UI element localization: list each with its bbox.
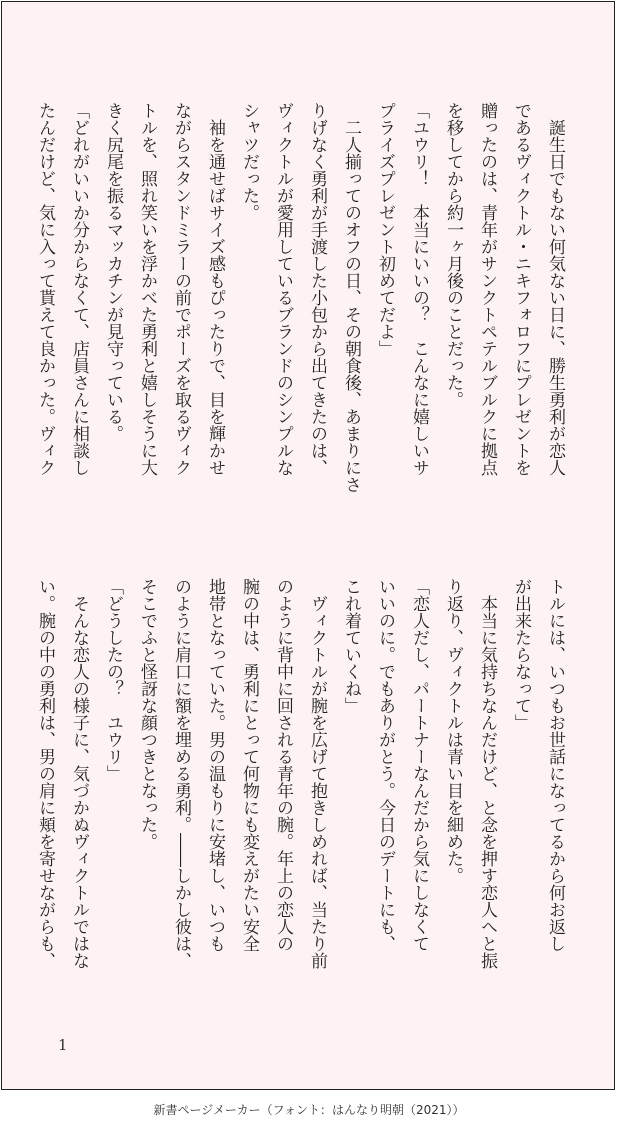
text-line: たんだけど、気に入って貰えて良かった。ヴィク (35, 102, 55, 476)
text-line: 誕生日でもない何気ない日に、勝生勇利が恋人 (545, 102, 565, 476)
text-line: が出来たらなって」 (511, 578, 531, 731)
text-line: であるヴィクトル・ニキフォロフにプレゼントを (511, 102, 531, 476)
text-line: いいのに。でもありがとう。今日のデートにも、 (375, 578, 395, 952)
text-line: そんな恋人の様子に、気づかぬヴィクトルではな (69, 578, 89, 969)
text-line: トルには、いつもお世話になってるから何お返し (545, 578, 565, 952)
text-line: ヴィクトルが愛用しているブランドのシンプルな (273, 102, 293, 476)
text-line: 腕の中は、勇利にとって何物にも変えがたい安全 (239, 578, 259, 952)
text-line: これ着ていくね」 (341, 578, 361, 714)
page-number: 1 (58, 1036, 68, 1054)
text-line: そこでふと怪訝な顔つきとなった。 (137, 578, 157, 850)
text-line: を移してから約一ヶ月後のことだった。 (443, 102, 463, 408)
manuscript-page (1, 1, 615, 1090)
text-line: ヴィクトルが腕を広げて抱きしめれば、当たり前 (307, 578, 327, 969)
text-line: きく尻尾を振るマッカチンが見守っている。 (103, 102, 123, 442)
text-line: い。腕の中の勇利は、男の肩に頬を寄せながらも、 (35, 578, 55, 969)
text-line: ながらスタンドミラーの前でポーズを取るヴィク (171, 102, 191, 476)
text-line: シャツだった。 (239, 102, 259, 221)
text-line: 本当に気持ちなんだけど、と念を押す恋人へと振 (477, 578, 497, 969)
text-line: 二人揃ってのオフの日、その朝食後、あまりにさ (341, 102, 361, 493)
text-line: プライズプレゼント初めてだよ」 (375, 102, 395, 357)
text-line: 贈ったのは、青年がサンクトペテルブルクに拠点 (477, 102, 497, 476)
text-line: 「どれがいいか分からなくて、店員さんに相談し (69, 102, 89, 476)
text-line: 地帯となっていた。男の温もりに安堵し、いつも (205, 578, 225, 952)
text-line: 「どうしたの？ ユウリ」 (103, 578, 123, 782)
text-line: りげなく勇利が手渡した小包から出てきたのは、 (307, 102, 327, 476)
text-line: トルを、照れ笑いを浮かべた勇利と嬉しそうに大 (137, 102, 157, 476)
text-line: 袖を通せばサイズ感もぴったりで、目を輝かせ (205, 102, 225, 476)
text-line: のように肩口に額を埋める勇利。――しかし彼は、 (171, 578, 191, 969)
text-line: 「ユウリ！ 本当にいいの？ こんなに嬉しいサ (409, 102, 429, 476)
text-line: 「恋人だし、パートナーなんだから気にしなくて (409, 578, 429, 952)
text-column-bottom (28, 578, 572, 1028)
text-column-top (28, 102, 572, 522)
text-line: り返り、ヴィクトルは青い目を細めた。 (443, 578, 463, 884)
text-line: のように背中に回される青年の腕。年上の恋人の (273, 578, 293, 952)
footer-credit: 新書ページメーカー（フォント：はんなり明朝（2021）） (153, 1103, 465, 1117)
